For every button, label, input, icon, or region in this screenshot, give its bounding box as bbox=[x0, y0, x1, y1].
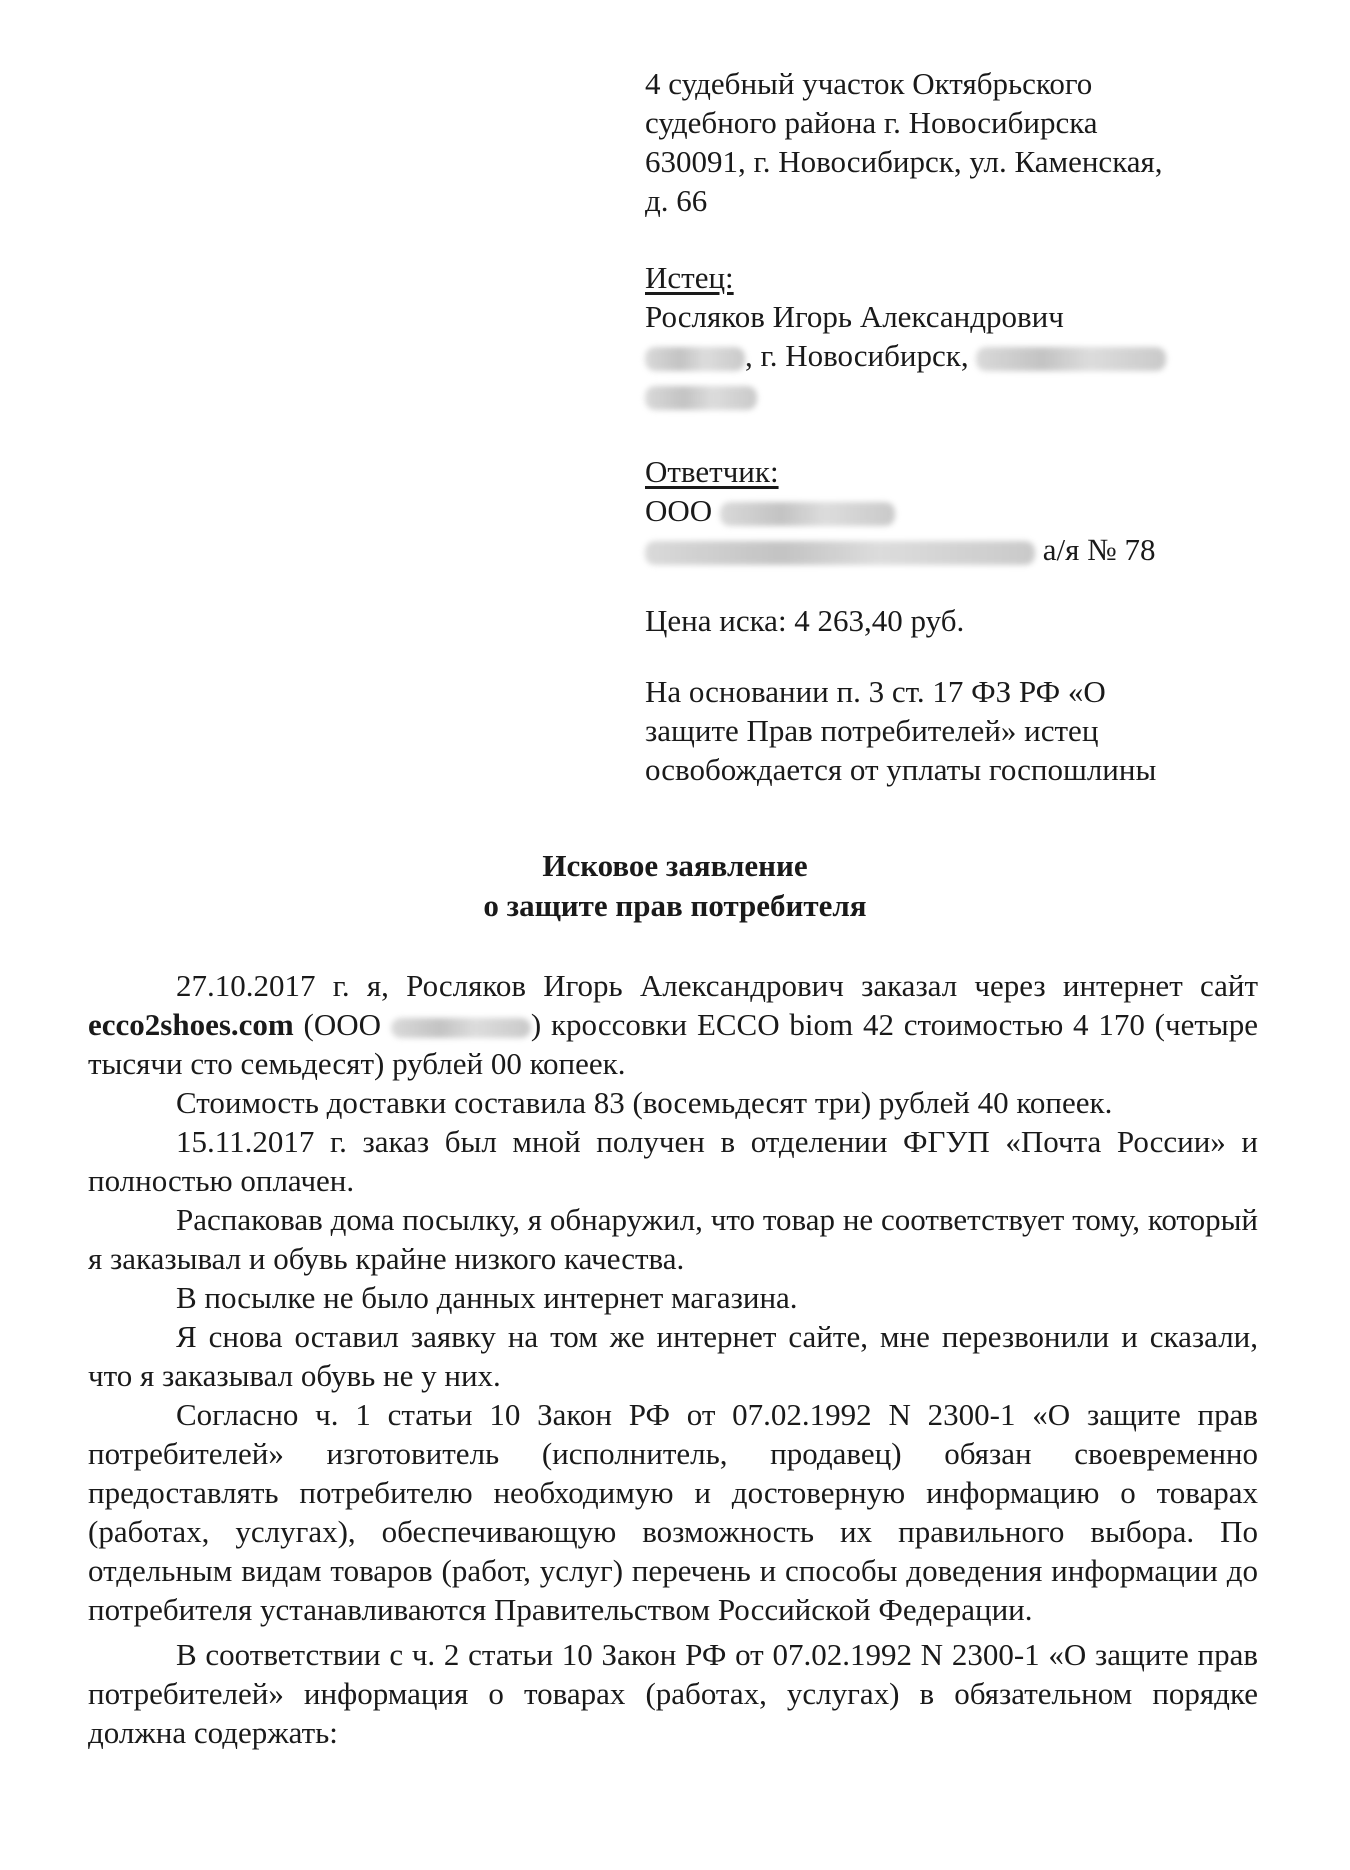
redacted-postal-code bbox=[645, 347, 745, 371]
spacer bbox=[645, 569, 1285, 601]
defendant-address-line bbox=[645, 530, 1285, 569]
court-address-line-1: 630091, г. Новосибирск, ул. Каменская, bbox=[645, 144, 1163, 179]
document-body bbox=[88, 966, 1258, 1752]
redacted-street bbox=[976, 347, 1166, 371]
paragraph-no-store-data: В посылке не было данных интернет магазина. bbox=[176, 1280, 798, 1315]
paragraph-order-text-b: (ООО bbox=[293, 1007, 391, 1042]
paragraph-order-text-c: ) кроссовки ECCO biom 42 стоимостью 4 170 (четыре тысячи сто семьдесят) рублей 00 копеек. bbox=[88, 1007, 1258, 1081]
court-address-line-2: д. 66 bbox=[645, 183, 708, 218]
defendant-org-line bbox=[645, 491, 1285, 530]
redacted-seller-name bbox=[391, 1018, 531, 1038]
plaintiff-city: , г. Новосибирск, bbox=[745, 338, 969, 373]
paragraph-request-again: Я снова оставил заявку на том же интернет сайте, мне перезвонили и сказали, что я заказывал обувь не у них. bbox=[88, 1319, 1258, 1393]
plaintiff-name: Росляков Игорь Александрович bbox=[645, 299, 1064, 334]
redacted-building bbox=[645, 386, 757, 410]
claim-price: Цена иска: 4 263,40 руб. bbox=[645, 603, 965, 638]
spacer bbox=[645, 220, 1285, 258]
plaintiff-label: Истец: bbox=[645, 260, 734, 295]
fee-exemption-line-2: защите Прав потребителей» истец bbox=[645, 713, 1099, 748]
defendant-po-box: а/я № 78 bbox=[1042, 532, 1156, 567]
site-name: ecco2shoes.com bbox=[88, 1007, 294, 1042]
redacted-org-name bbox=[720, 502, 895, 526]
paragraph-unpacked: Распаковав дома посылку, я обнаружил, что товар не соответствует тому, который я заказывал и обувь крайне низкого качества. bbox=[88, 1202, 1258, 1276]
paragraph-delivery: Стоимость доставки составила 83 (восемьдесят три) рублей 40 копеек. bbox=[176, 1085, 1113, 1120]
document-title bbox=[0, 846, 1350, 926]
title-line-1: Исковое заявление bbox=[542, 848, 808, 883]
spacer bbox=[645, 414, 1285, 452]
fee-exemption-line-3: освобождается от уплаты госпошлины bbox=[645, 752, 1157, 787]
court-name-line-1: 4 судебный участок Октябрьского bbox=[645, 66, 1093, 101]
paragraph-order bbox=[88, 966, 1258, 1083]
document-header bbox=[645, 64, 1285, 789]
title-line-2: о защите прав потребителя bbox=[483, 888, 867, 923]
spacer bbox=[645, 640, 1285, 672]
fee-exemption-line-1: На основании п. 3 ст. 17 ФЗ РФ «О bbox=[645, 674, 1106, 709]
plaintiff-address-line-1 bbox=[645, 336, 1285, 375]
redacted-defendant-address bbox=[645, 541, 1035, 565]
paragraph-order-text-a: 27.10.2017 г. я, Росляков Игорь Александрович заказал через интернет сайт bbox=[176, 968, 1258, 1003]
court-name-line-2: судебного района г. Новосибирска bbox=[645, 105, 1098, 140]
defendant-org-type: ООО bbox=[645, 493, 713, 528]
defendant-label: Ответчик: bbox=[645, 454, 779, 489]
paragraph-law-part-1: Согласно ч. 1 статьи 10 Закон РФ от 07.02.1992 N 2300-1 «О защите прав потребителей» изготовитель (исполнитель, продавец) обязан своевременно предоставлять потребителю необходимую и достоверную информацию о товарах (работах, услугах), обеспечивающую возможность их правильного выбора. По отдельным видам товаров (работ, услуг) перечень и способы доведения информации до потребителя устанавливаются Правительством Российской Федерации. bbox=[88, 1397, 1258, 1627]
plaintiff-address-line-2 bbox=[645, 375, 1285, 414]
paragraph-received: 15.11.2017 г. заказ был мной получен в отделении ФГУП «Почта России» и полностью оплачен. bbox=[88, 1124, 1258, 1198]
paragraph-law-part-2: В соответствии с ч. 2 статьи 10 Закон РФ от 07.02.1992 N 2300-1 «О защите прав потребителей» информация о товарах (работах, услугах) в обязательном порядке должна содержать: bbox=[88, 1637, 1258, 1750]
